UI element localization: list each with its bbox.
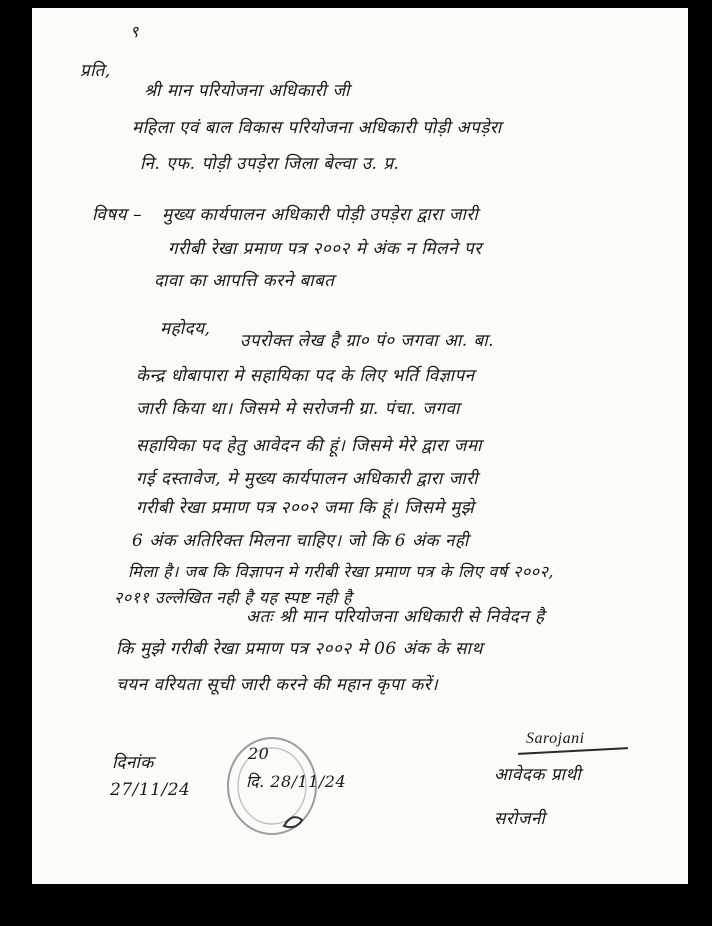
signature-scribble: Sarojani: [526, 730, 585, 747]
body-line-8: मिला है। जब कि विज्ञापन मे गरीबी रेखा प्रमाण पत्र के लिए वर्ष २००२,: [128, 562, 554, 581]
scan-border: [0, 884, 712, 926]
to-line-3: नि. एफ. पोड़ी उपड़ेरा जिला बेल्वा उ. प्र.: [140, 154, 400, 174]
subject-line-3: दावा का आपत्ति करने बाबत: [154, 271, 335, 291]
stamp-date: दि. 28/11/24: [246, 772, 347, 791]
body-line-7: 6 अंक अतिरिक्त मिलना चाहिए। जो कि 6 अंक नही: [132, 531, 469, 551]
body-line-10: अतः श्री मान परियोजना अधिकारी से निवेदन है: [246, 607, 545, 627]
to-line-2: महिला एवं बाल विकास परियोजना अधिकारी पोड़ी अपड़ेरा: [132, 118, 502, 138]
subject-line-2: गरीबी रेखा प्रमाण पत्र २००२ मे अंक न मिलने पर: [168, 239, 482, 259]
body-line-9: २०११ उल्लेखित नही है यह स्पष्ट नही है: [114, 588, 353, 607]
date-label: दिनांक: [112, 753, 154, 773]
signature-name: सरोजनी: [494, 809, 546, 829]
stamp-number: 20: [248, 744, 270, 763]
salutation: महोदय,: [160, 319, 211, 339]
body-line-4: सहायिका पद हेतु आवेदन की हूं। जिसमे मेरे द्वारा जमा: [136, 436, 482, 456]
page-mark: ९: [130, 22, 139, 41]
body-line-12: चयन वरियता सूची जारी करने की महान कृपा करें।: [116, 675, 439, 695]
office-stamp: [214, 714, 354, 844]
subject-line-1: मुख्य कार्यपालन अधिकारी पोड़ी उपड़ेरा द्वारा जारी: [162, 205, 479, 225]
letter-page: [32, 8, 688, 884]
body-line-3: जारी किया था। जिसमे मे सरोजनी ग्रा. पंचा. जगवा: [136, 399, 460, 419]
subject-prefix: विषय –: [92, 205, 142, 225]
body-line-2: केन्द्र धोबापारा मे सहायिका पद के लिए भर्ति विज्ञापन: [136, 366, 475, 386]
signature-designation: आवेदक प्राथी: [494, 765, 582, 785]
signature-underline: [518, 747, 628, 755]
to-line-1: श्री मान परियोजना अधिकारी जी: [144, 81, 350, 101]
body-line-6: गरीबी रेखा प्रमाण पत्र २००२ जमा कि हूं। जिसमे मुझे: [136, 498, 475, 518]
date-value: 27/11/24: [110, 780, 191, 800]
body-line-11: कि मुझे गरीबी रेखा प्रमाण पत्र २००२ मे 06 अंक के साथ: [116, 639, 483, 659]
to-prefix: प्रति,: [80, 61, 111, 81]
body-line-5: गई दस्तावेज, मे मुख्य कार्यपालन अधिकारी द्वारा जारी: [136, 469, 478, 489]
body-line-1: उपरोक्त लेख है ग्रा० पं० जगवा आ. बा.: [240, 331, 495, 351]
